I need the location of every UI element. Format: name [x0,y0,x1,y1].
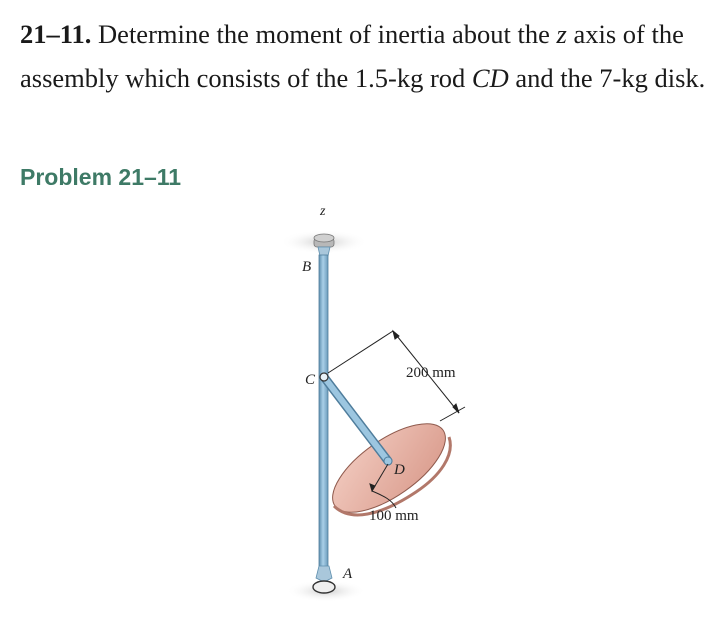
point-d-label: D [394,462,405,478]
problem-number: 21–11. [20,19,92,49]
rod-cd [320,373,392,465]
rod-name: CD [471,63,509,93]
statement-part-2: axis of the assembly which consists of the 1.5-kg rod [20,19,684,93]
vertical-shaft [319,255,328,573]
point-c-label: C [305,372,316,388]
axis-variable: z [556,19,567,49]
rod-length-label: 200 mm [406,365,456,381]
point-b-label: B [302,259,312,275]
z-axis-label: z [320,204,326,219]
statement-part-3: and the 7-kg disk. [515,63,706,93]
point-a-label: A [343,566,353,582]
disk-radius-label: 100 mm [369,508,419,524]
statement-part-1: Determine the moment of inertia about the [98,19,550,49]
figure-heading: Problem 21–11 [20,164,182,190]
bottom-bearing [313,566,335,593]
